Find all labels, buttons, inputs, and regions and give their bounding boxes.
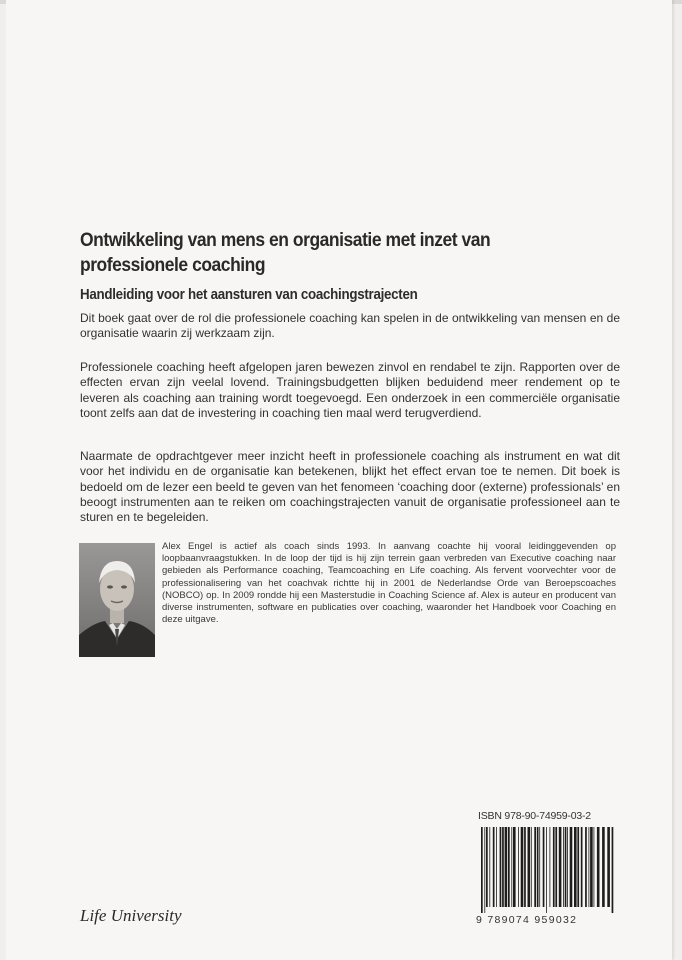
barcode-bar [574,827,577,907]
author-bio: Alex Engel is actief als coach sinds 1993. In aanvang coachte hij vooral leidinggevenden op loopbaanvraagstukken. In de loop der tijd is hij zijn terrein gaan verbreden van Executive coaching naar gebieden als Performance coaching, Teamcoaching en Life coaching. Als fervent voorvechter voor de professionalisering van het coachvak richtte hij in 2001 de Nederlandse Orde van Beroepscoaches (NOBCO) op. In 2009 rondde hij een Masterstudie in Coaching Science af. Alex is auteur en producent van diverse instrumenten, software en publicaties over coaching, waaronder het Handboek voor Coaching en deze uitgave. [162,541,616,626]
book-subtitle: Handleiding voor het aansturen van coachingstrajecten [80,287,418,303]
barcode-bar [502,827,504,907]
barcode-bar [597,827,600,907]
barcode-bar [567,827,568,907]
barcode-bar [500,827,502,907]
barcode-bar [521,827,524,907]
barcode-bar [563,827,564,907]
barcode-bar [513,827,516,907]
barcode-bar [553,827,555,907]
publisher-logo: Life University [80,906,182,925]
barcode [477,827,617,925]
intro-paragraph: Dit boek gaat over de rol die professionele coaching kan spelen in de ontwikkeling van mensen en de organisatie waarin zij werkzaam zijn. [80,311,620,341]
barcode-bar [531,827,532,907]
barcode-bar [550,827,551,907]
barcode-bar [570,827,573,907]
barcode-bar [581,827,583,907]
barcode-bar [585,827,587,907]
purpose-paragraph: Naarmate de opdrachtgever meer inzicht heeft in professionele coaching als instrument en wat dit voor het individu en de organisatie kan betekenen, blijkt het effect ervan toe te nemen. Dit boek is bedoeld om de lezer een beeld te geven van het fenomeen ‘coaching door (externe) professionals’ en beoogt instrumenten aan te reiken om coachingstrajecten vanuit de organisatie professioneel aan te sturen en te begeleiden. [80,449,620,525]
barcode-bar [496,827,497,907]
barcode-bar [508,827,510,907]
barcode-bar [505,827,508,907]
barcode-bar [577,827,579,907]
barcode-bar [484,827,485,913]
barcode-bar [607,827,610,907]
barcode-bar [559,827,562,907]
barcode-bar [489,827,490,907]
isbn-label: ISBN 978-90-74959-03-2 [478,810,591,822]
barcode-bar [539,827,540,907]
barcode-bar [565,827,567,907]
book-title: Ontwikkeling van mens en organisatie met inzet van professionele coaching [80,230,491,276]
barcode-bar [555,827,557,907]
barcode-bar [612,827,614,913]
barcode-bar [543,827,545,907]
barcode-bar [537,827,539,907]
barcode-bar [493,827,495,907]
barcode-bar [524,827,526,907]
barcode-bar [589,827,590,907]
barcode-bar [511,827,512,907]
barcode-bar [590,827,593,907]
barcode-bar [594,827,595,907]
barcode-bar [528,827,531,907]
results-paragraph: Professionele coaching heeft afgelopen jaren bewezen zinvol en rendabel te zijn. Rapporten over de effecten ervan zijn veelal lovend. Trainingsbudgetten blijken beduidend meer rendement op te leveren als coaching aan training wordt toegevoegd. Een onderzoek in een commerciële organisatie toont zelfs aan dat de investering in coaching tien maal werd terugverdiend. [80,360,620,420]
barcode-bar [486,827,488,907]
barcode-bar [602,827,605,907]
barcode-bar [518,827,519,907]
barcode-bar [534,827,536,907]
barcode-bar [546,827,547,913]
author-photo [79,543,155,657]
barcode-digits: 9 789074 959032 [476,914,578,926]
barcode-bar [481,827,483,913]
